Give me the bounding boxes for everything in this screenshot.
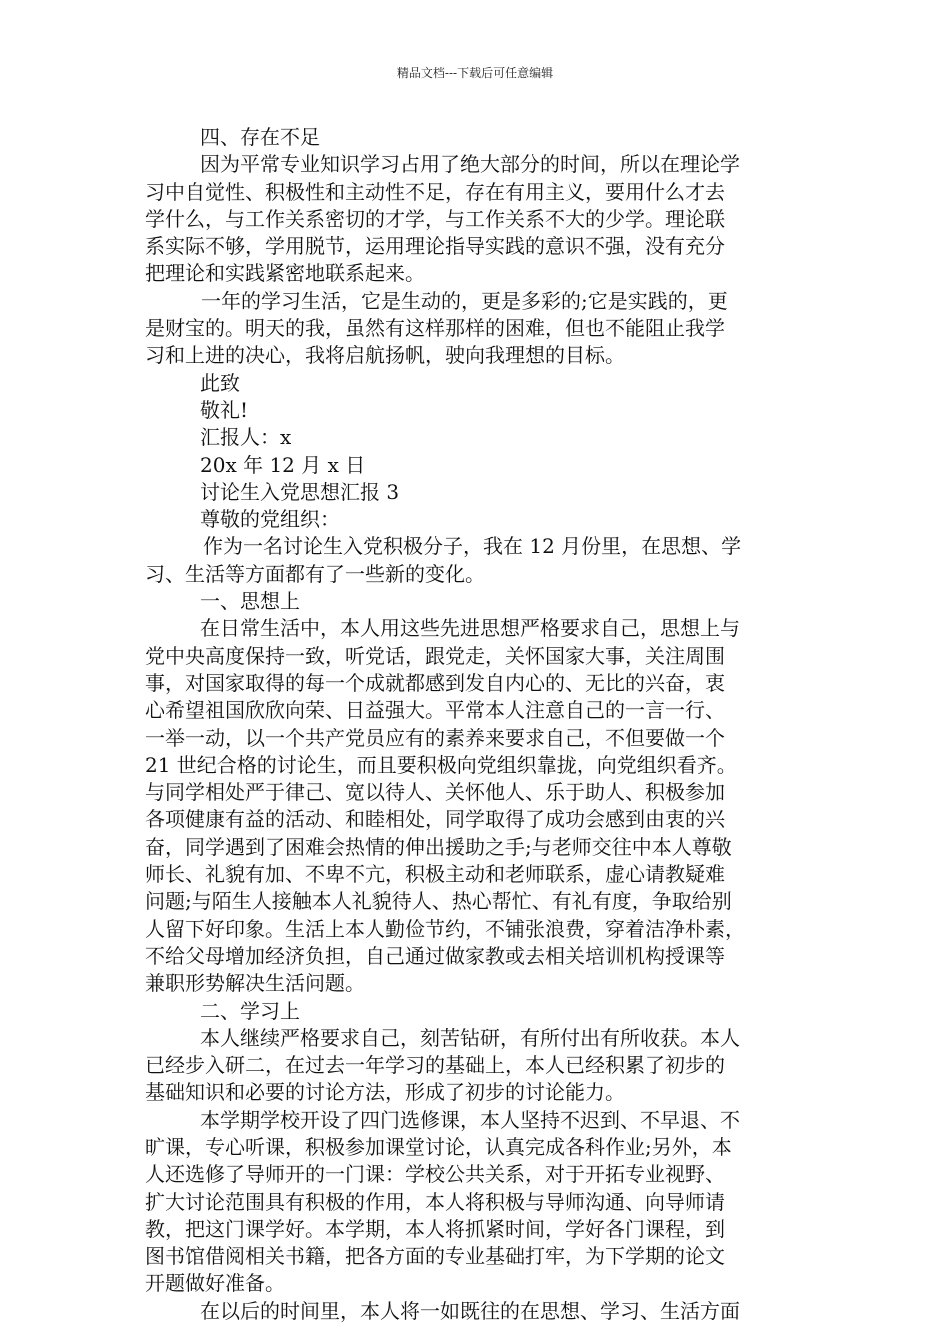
paragraph-line: 旷课，专心听课，积极参加课堂讨论，认真完成各科作业;另外，本 <box>145 1134 732 1159</box>
paragraph-line: 本学期学校开设了四门选修课，本人坚持不迟到、不早退、不 <box>200 1107 740 1132</box>
paragraph-line: 习和上进的决心，我将启航扬帆，驶向我理想的目标。 <box>145 343 625 368</box>
closing-line: 敬礼! <box>200 397 249 422</box>
paragraph-line: 心希望祖国欣欣向荣、日益强大。平常本人注意自己的一言一行、 <box>145 698 725 723</box>
paragraph-line: 作为一名讨论生入党积极分子，我在 12 月份里，在思想、学 <box>203 534 742 559</box>
paragraph-line: 在以后的时间里，本人将一如既往的在思想、学习、生活方面 <box>200 1298 740 1323</box>
paragraph-line: 在日常生活中，本人用这些先进思想严格要求自己，思想上与 <box>200 616 740 641</box>
reporter-line: 汇报人：x <box>200 425 292 450</box>
paragraph-line: 兼职形势解决生活问题。 <box>145 971 365 996</box>
paragraph-line: 已经步入研二，在过去一年学习的基础上，本人已经积累了初步的 <box>145 1053 725 1078</box>
section-heading: 四、存在不足 <box>200 125 320 149</box>
paragraph-line: 21 世纪合格的讨论生，而且要积极向党组织靠拢，向党组织看齐。 <box>145 752 737 777</box>
paragraph-line: 与同学相处严于律己、宽以待人、关怀他人、乐于助人、积极参加 <box>145 780 725 805</box>
document-body <box>145 124 820 1325</box>
closing-line: 此致 <box>200 370 240 395</box>
paragraph-line: 党中央高度保持一致，听党话，跟党走，关怀国家大事，关注周围 <box>145 643 725 668</box>
paragraph-line: 系实际不够，学用脱节，运用理论指导实践的意识不强，没有充分 <box>145 234 725 259</box>
paragraph-line: 各项健康有益的活动、和睦相处，同学取得了成功会感到由衷的兴 <box>145 807 725 832</box>
document-title: 讨论生入党思想汇报 3 <box>200 479 400 504</box>
paragraph-line: 不给父母增加经济负担，自己通过做家教或去相关培训机构授课等 <box>145 943 725 968</box>
paragraph-line: 人留下好印象。生活上本人勤俭节约，不铺张浪费，穿着洁净朴素， <box>145 916 745 941</box>
paragraph-line: 开题做好准备。 <box>145 1271 285 1296</box>
section-heading: 一、思想上 <box>200 589 300 614</box>
section-heading: 二、学习上 <box>200 998 300 1023</box>
paragraph-line: 师长、礼貌有加、不卑不亢，积极主动和老师联系，虚心请教疑难 <box>145 862 725 887</box>
paragraph-line: 习、生活等方面都有了一些新的变化。 <box>145 561 485 586</box>
page-header: 精品文档---下载后可任意编辑 <box>396 66 554 80</box>
paragraph-line: 教，把这门课学好。本学期，本人将抓紧时间，学好各门课程，到 <box>145 1216 725 1241</box>
paragraph-line: 一举一动，以一个共产党员应有的素养来要求自己，不但要做一个 <box>145 725 725 750</box>
paragraph-line: 扩大讨论范围具有积极的作用，本人将积极与导师沟通、向导师请 <box>145 1189 725 1214</box>
paragraph-line: 本人继续严格要求自己，刻苦钻研，有所付出有所收获。本人 <box>200 1025 740 1050</box>
paragraph-line: 问题;与陌生人接触本人礼貌待人、热心帮忙、有礼有度，争取给别 <box>145 889 732 914</box>
paragraph-line: 基础知识和必要的讨论方法，形成了初步的讨论能力。 <box>145 1080 625 1105</box>
paragraph-line: 是财宝的。明天的我，虽然有这样那样的困难，但也不能阻止我学 <box>145 316 725 341</box>
salutation: 尊敬的党组织： <box>200 507 340 532</box>
paragraph-line: 人还选修了导师开的一门课：学校公共关系，对于开拓专业视野、 <box>145 1162 725 1187</box>
paragraph-line: 把理论和实践紧密地联系起来。 <box>145 261 425 286</box>
paragraph-line: 习中自觉性、积极性和主动性不足，存在有用主义，要用什么才去 <box>145 179 725 204</box>
date-line: 20x 年 12 月 x 日 <box>200 452 366 477</box>
paragraph-line: 因为平常专业知识学习占用了绝大部分的时间，所以在理论学 <box>200 152 740 177</box>
paragraph-line: 奋，同学遇到了困难会热情的伸出援助之手;与老师交往中本人尊敬 <box>145 834 732 859</box>
paragraph-line: 事，对国家取得的每一个成就都感到发自内心的、无比的兴奋，衷 <box>145 670 725 695</box>
paragraph-line: 一年的学习生活，它是生动的，更是多彩的;它是实践的，更 <box>201 288 728 313</box>
paragraph-line: 学什么，与工作关系密切的才学，与工作关系不大的少学。理论联 <box>145 206 725 231</box>
paragraph-line: 图书馆借阅相关书籍，把各方面的专业基础打牢，为下学期的论文 <box>145 1244 725 1269</box>
